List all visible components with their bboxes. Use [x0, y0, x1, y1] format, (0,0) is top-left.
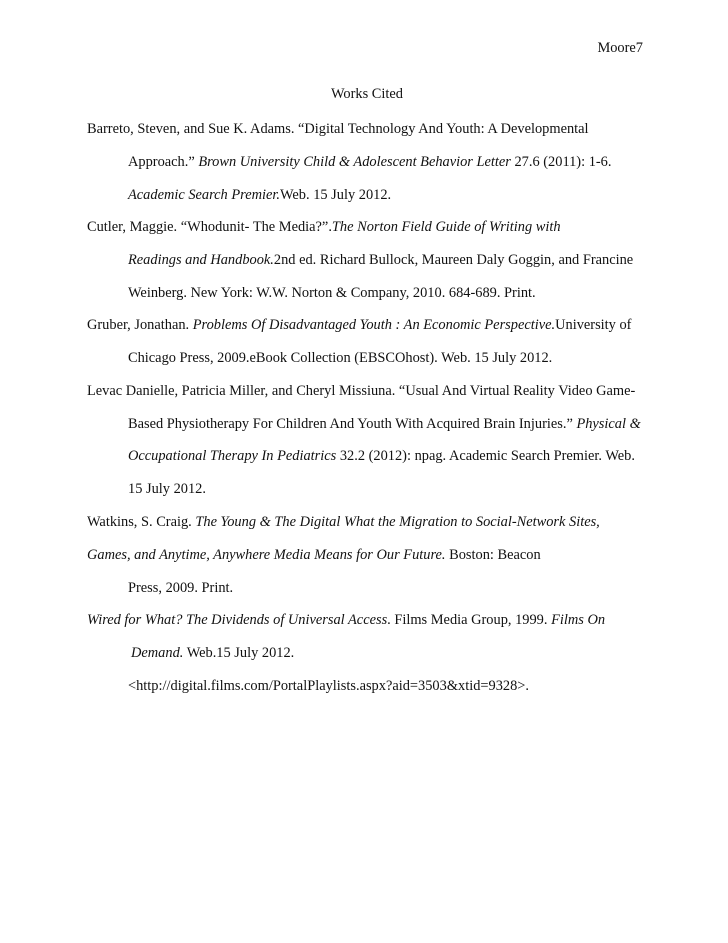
page-title: Works Cited — [331, 86, 403, 102]
citation-levac-line-4: 15 July 2012. — [128, 481, 206, 497]
citation-cutler-line-1: Cutler, Maggie. “Whodunit- The Media?”.The Norton Field Guide of Writing with — [87, 219, 561, 235]
citation-cutler-line-2: Readings and Handbook.2nd ed. Richard Bullock, Maureen Daly Goggin, and Francine — [128, 252, 634, 268]
citation-barreto-line-1: Barreto, Steven, and Sue K. Adams. “Digital Technology And Youth: A Developmental — [87, 121, 589, 137]
citation-url[interactable]: <http://digital.films.com/PortalPlaylists.aspx?aid=3503&xtid=9328>. — [128, 678, 530, 694]
citation-wired-line-1: Wired for What? The Dividends of Universal Access. Films Media Group, 1999. Films On — [87, 612, 606, 628]
citation-wired-line-2: Demand. Web.15 July 2012. — [131, 645, 295, 661]
citation-wired-line-3 — [128, 678, 529, 695]
citation-levac-line-2: Based Physiotherapy For Children And Youth With Acquired Brain Injuries.” Physical & — [128, 416, 641, 432]
citation-watkins-line-3: Press, 2009. Print. — [128, 580, 234, 596]
citation-barreto-line-2: Approach.” Brown University Child & Adolescent Behavior Letter 27.6 (2011): 1-6. — [128, 154, 612, 170]
citation-levac-line-3: Occupational Therapy In Pediatrics 32.2 (2012): npag. Academic Search Premier. Web. — [128, 448, 635, 464]
citation-watkins-line-2: Games, and Anytime, Anywhere Media Means for Our Future. Boston: Beacon — [87, 547, 541, 563]
citation-cutler-line-3: Weinberg. New York: W.W. Norton & Company, 2010. 684-689. Print. — [128, 285, 536, 301]
citation-watkins-line-1: Watkins, S. Craig. The Young & The Digital What the Migration to Social-Network Sites, — [87, 514, 600, 530]
running-head: Moore7 — [597, 40, 643, 56]
citation-gruber-line-1: Gruber, Jonathan. Problems Of Disadvantaged Youth : An Economic Perspective.University of — [87, 317, 632, 333]
citation-gruber-line-2: Chicago Press, 2009.eBook Collection (EBSCOhost). Web. 15 July 2012. — [128, 350, 553, 366]
citation-levac-line-1: Levac Danielle, Patricia Miller, and Cheryl Missiuna. “Usual And Virtual Reality Video Game- — [87, 383, 636, 399]
citation-barreto-line-3: Academic Search Premier.Web. 15 July 2012. — [128, 187, 392, 203]
